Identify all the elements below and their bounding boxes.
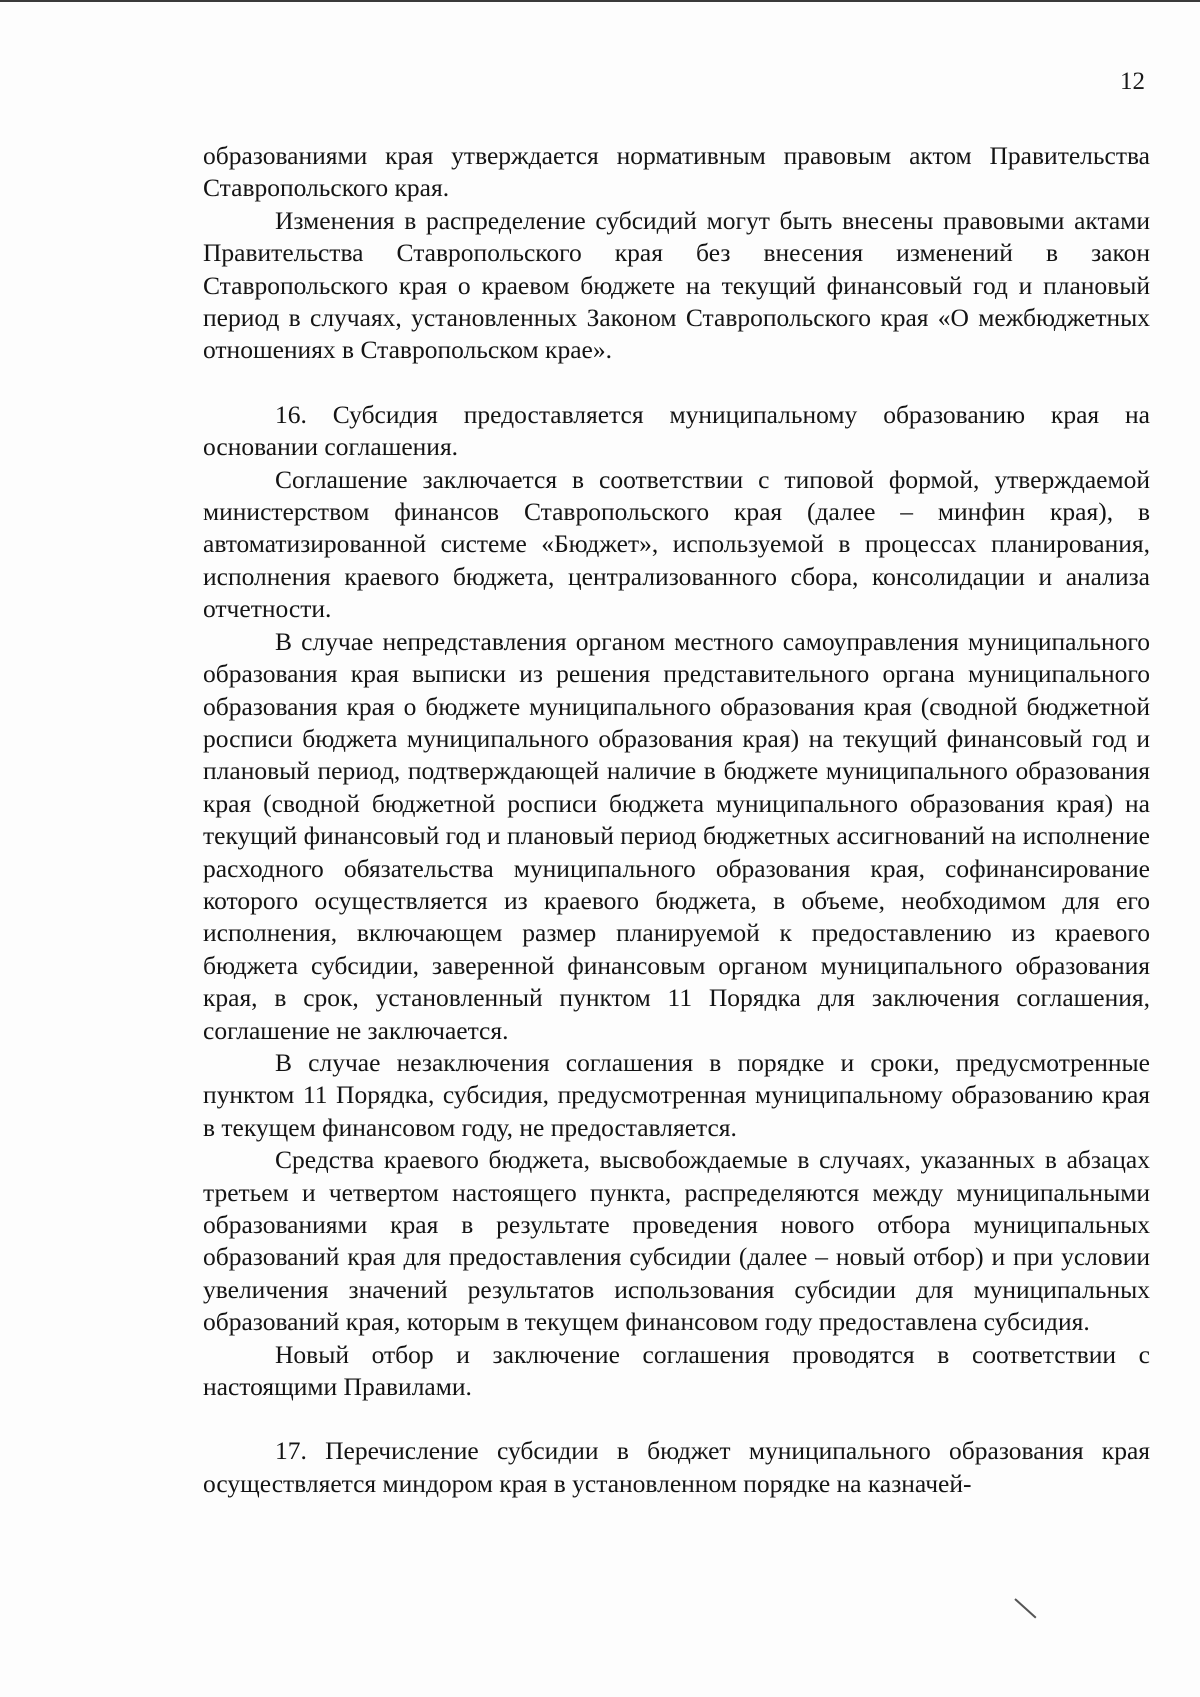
scan-border: [0, 0, 1200, 2]
paragraph: Новый отбор и заключение соглашения проводятся в соответствии с настоящими Правилами.: [203, 1339, 1150, 1402]
paragraph: В случае незаключения соглашения в порядке и сроки, предусмотренные пунктом 11 Порядка, субсидия, предусмотренная муниципальному образованию края в текущем финансовом году, не предоставляется.: [203, 1047, 1150, 1142]
paragraph-section-16: 16. Субсидия предоставляется муниципальному образованию края на основании соглашения.: [203, 399, 1150, 462]
paragraph: Изменения в распределение субсидий могут быть внесены правовыми актами Правительства Ставропольского края без внесения изменений в закон Ставропольского края о краевом бюджете на текущий финансовый год и плановый период в случаях, установленных Законом Ставропольского края «О межбюджетных отношениях в Ставропольском крае».: [203, 205, 1150, 365]
page-number: 12: [1120, 68, 1145, 95]
paragraph-section-17: 17. Перечисление субсидии в бюджет муниципального образования края осуществляется миндором края в установленном порядке на казначей-: [203, 1436, 1150, 1498]
document-body: [203, 140, 1150, 1500]
scan-artifact-mark: [1014, 1598, 1036, 1618]
paragraph: Средства краевого бюджета, высвобождаемые в случаях, указанных в абзацах третьем и четвертом настоящего пункта, распределяются между муниципальными образованиями края в результате проведения нового отбора муниципальных образований края для предоставления субсидии (далее – новый отбор) и при условии увеличения значений результатов использования субсидии для муниципальных образований края, которым в текущем финансовом году предоставлена субсидия.: [203, 1145, 1150, 1337]
paragraph: В случае непредставления органом местного самоуправления муниципального образования края выписки из решения представительного органа муниципального образования края о бюджете муниципального образования края (сводной бюджетной росписи бюджета муниципального образования края) на текущий финансовый год и плановый период, подтверждающей наличие в бюджете муниципального образования края (сводной бюджетной росписи бюджета муниципального образования края) на текущий финансовый год и плановый период бюджетных ассигнований на исполнение расходного обязательства муниципального образования края, софинансирование которого осуществляется из краевого бюджета, в объеме, необходимом для его исполнения, включающем размер планируемой к предоставлению из краевого бюджета субсидии, заверенной финансовым органом муниципального образования края, в срок, установленный пунктом 11 Порядка для заключения соглашения, соглашение не заключается.: [203, 626, 1150, 1045]
paragraph-continuation: образованиями края утверждается нормативным правовым актом Правительства Ставропольского края.: [203, 141, 1150, 203]
paragraph: Соглашение заключается в соответствии с типовой формой, утверждаемой министерством финансов Ставропольского края (далее – минфин края), в автоматизированной системе «Бюджет», используемой в процессах планирования, исполнения краевого бюджета, централизованного сбора, консолидации и анализа отчетности.: [203, 464, 1150, 624]
